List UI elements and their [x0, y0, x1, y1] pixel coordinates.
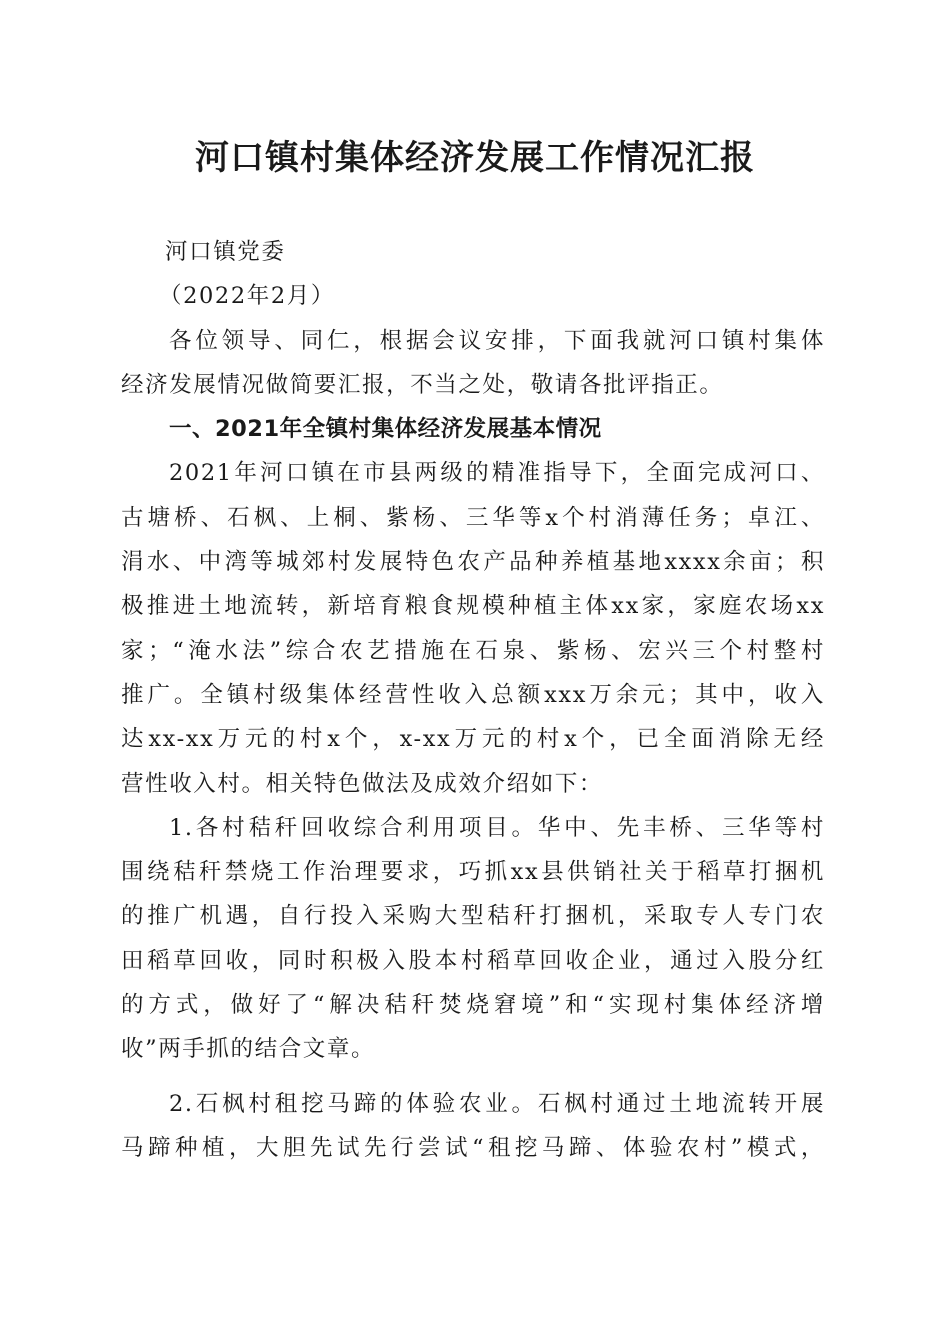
item-line: 的方式，做好了“解决秸秆焚烧窘境”和“实现村集体经济增 [121, 992, 825, 1019]
item-line: 1.各村秸秆回收综合利用项目。华中、先丰桥、三华等村 [169, 814, 825, 841]
paragraph-line: 2021年河口镇在市县两级的精准指导下，全面完成河口、 [169, 460, 825, 487]
item-line: 围绕秸秆禁烧工作治理要求，巧抓xx县供销社关于稻草打捆机 [121, 859, 825, 886]
item-line: 马蹄种植，大胆先试先行尝试“租挖马蹄、体验农村”模式， [121, 1134, 825, 1161]
paragraph-line: 达xx-xx万元的村x个，x-xx万元的村x个，已全面消除无经 [121, 726, 825, 753]
paragraph-line: 营性收入村。相关特色做法及成效介绍如下： [121, 770, 604, 797]
paragraph-line: 家；“淹水法”综合农艺措施在石泉、紫杨、宏兴三个村整村 [121, 637, 825, 664]
opening-line-2: 经济发展情况做简要汇报，不当之处，敬请各批评指正。 [121, 371, 724, 398]
date-line: （2022年2月） [159, 283, 335, 310]
item-line: 收”两手抓的结合文章。 [121, 1036, 376, 1063]
document-title: 河口镇村集体经济发展工作情况汇报 [195, 138, 755, 178]
item-line: 田稻草回收，同时积极入股本村稻草回收企业，通过入股分红 [121, 947, 825, 974]
document-body [121, 230, 825, 1170]
paragraph-gap [121, 1072, 825, 1082]
section-heading: 一、2021年全镇村集体经济发展基本情况 [169, 416, 602, 443]
author-line: 河口镇党委 [165, 239, 286, 265]
paragraph-line: 涓水、中湾等城郊村发展特色农产品种养植基地xxxx余亩；积 [121, 549, 825, 576]
item-line: 2.石枫村租挖马蹄的体验农业。石枫村通过土地流转开展 [169, 1090, 825, 1117]
item-line: 的推广机遇，自行投入采购大型秸秆打捆机，采取专人专门农 [121, 903, 825, 930]
opening-line-1: 各位领导、同仁，根据会议安排，下面我就河口镇村集体 [169, 327, 825, 354]
paragraph-line: 古塘桥、石枫、上桐、紫杨、三华等x个村消薄任务；卓江、 [121, 504, 825, 531]
paragraph-line: 推广。全镇村级集体经营性收入总额xxx万余元；其中，收入 [121, 681, 825, 708]
paragraph-line: 极推进土地流转，新培育粮食规模种植主体xx家，家庭农场xx [121, 593, 825, 620]
